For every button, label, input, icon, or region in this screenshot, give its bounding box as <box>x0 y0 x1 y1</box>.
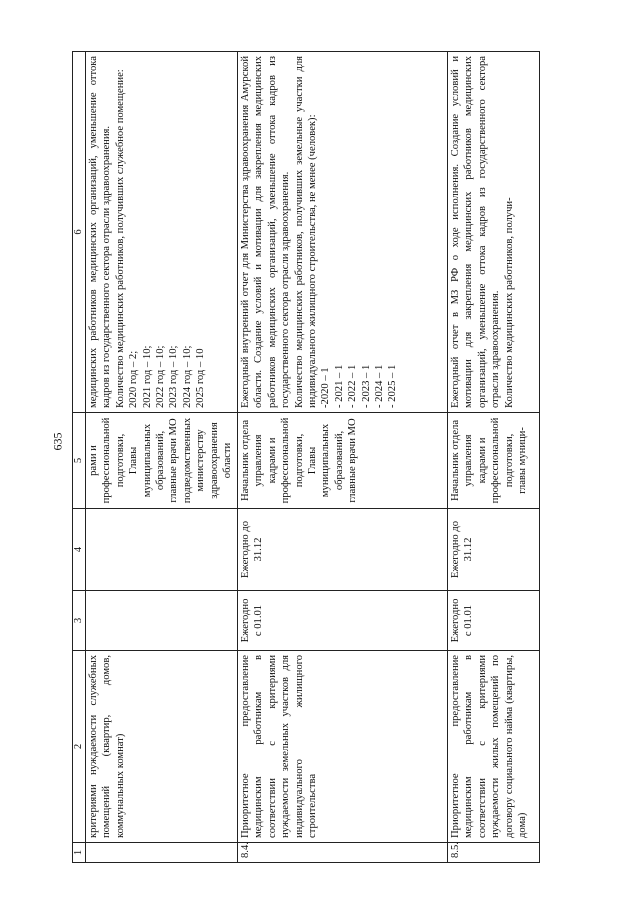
result-line: Количество медицинских работников, получивших земельные участки для индивидуального жилищного строительства, не менее (человек): <box>293 56 319 408</box>
result-line: Количество медицинских работников, получивших служебное помещение: <box>114 69 126 408</box>
expected-results <box>86 52 238 413</box>
responsible-line: Главы муниципальных образований, <box>307 423 345 498</box>
start-date <box>86 591 238 651</box>
responsible-line: главы муници- <box>517 427 529 494</box>
result-line: 2022 год – 10; <box>155 345 167 408</box>
deadline: Ежегодно до 31.12 <box>238 509 448 591</box>
result-line: Ежегодный внутренний отчет для Министерства здравоохранения Амурской области. Создание условий и мотивации для закрепления медицинских работников медицинских организаций, уменьшение оттока кадров из государственного сектора отрасли здравоохранения. <box>240 56 292 408</box>
result-line: 2024 год – 10; <box>181 345 193 408</box>
item-number <box>86 843 238 863</box>
responsible-persons <box>448 413 540 509</box>
start-date: Ежегодно с 01.01 <box>448 591 540 651</box>
header-row <box>73 52 86 863</box>
deadline: Ежегодно до 31.12 <box>448 509 540 591</box>
table-row <box>86 52 238 863</box>
responsible-line: Начальник отдела управления кадрами и профессиональной подготовки, <box>240 417 305 504</box>
result-line: 2023 год – 10; <box>168 345 180 408</box>
responsible-persons <box>238 413 448 509</box>
document-rotated-table-container <box>72 58 540 863</box>
result-line: - 2025 – 1 <box>387 364 399 408</box>
item-number: 8.4. <box>238 843 448 863</box>
column-header: 2 <box>73 651 86 843</box>
result-line: - 2023 – 1 <box>360 364 372 408</box>
result-line: 2025 год – 10 <box>195 348 207 408</box>
result-line: - 2021 – 1 <box>333 364 345 408</box>
responsible-line: рами и профессиональной подготовки, <box>88 417 126 504</box>
expected-results <box>238 52 448 413</box>
table-row <box>238 52 448 863</box>
result-line: Количество медицинских работников, получи- <box>503 197 515 408</box>
result-line: - 2022 – 1 <box>347 364 359 408</box>
column-header: 5 <box>73 413 86 509</box>
responsible-line: Начальник отдела управления кадрами и профессиональной подготовки, <box>450 417 515 504</box>
result-line: медицинских работников медицинских организаций, уменьшение оттока кадров из государственного сектора отрасли здравоохранения. <box>88 56 113 408</box>
result-line: -2020 – 1 <box>320 367 332 408</box>
result-line: Ежегодный отчет в МЗ РФ о ходе исполнения. Создание условий и мотивации для закрепления медицинских работников медицинских организаций, уменьшение оттока кадров из государственного сектора отрасли здравоохранения. <box>450 56 502 408</box>
responsible-line: Главы муниципальных образований, <box>128 423 167 498</box>
measures-table <box>72 51 540 863</box>
result-line: - 2024 – 1 <box>374 364 386 408</box>
measure-description: критериями нуждаемости служебных помещений (квартир, домов, коммунальных комнат) <box>86 651 238 843</box>
column-header: 1 <box>73 843 86 863</box>
result-line: 2020 год – 2; <box>128 350 140 408</box>
column-header: 4 <box>73 509 86 591</box>
expected-results <box>448 52 540 413</box>
table-row <box>448 52 540 863</box>
item-number: 8.5. <box>448 843 540 863</box>
measure-description: Приоритетное предоставление медицинским работникам в соответствии с критериями нуждаемости жилых помещений по договору социального найма (квартиры, дома) <box>448 651 540 843</box>
result-line: 2021 год – 10; <box>141 345 153 408</box>
column-header: 3 <box>73 591 86 651</box>
deadline <box>86 509 238 591</box>
page-number: 635 <box>50 432 65 451</box>
responsible-line: главные врачи МО <box>347 418 359 503</box>
responsible-persons <box>86 413 238 509</box>
measure-description: Приоритетное предоставление медицинским работникам в соответствии с критериями нуждаемости земельных участков для индивидуального жилищного строительства <box>238 651 448 843</box>
column-header: 6 <box>73 52 86 413</box>
start-date: Ежегодно с 01.01 <box>238 591 448 651</box>
responsible-line: главные врачи МО подведомственных министерству здравоохранения области <box>168 417 234 504</box>
